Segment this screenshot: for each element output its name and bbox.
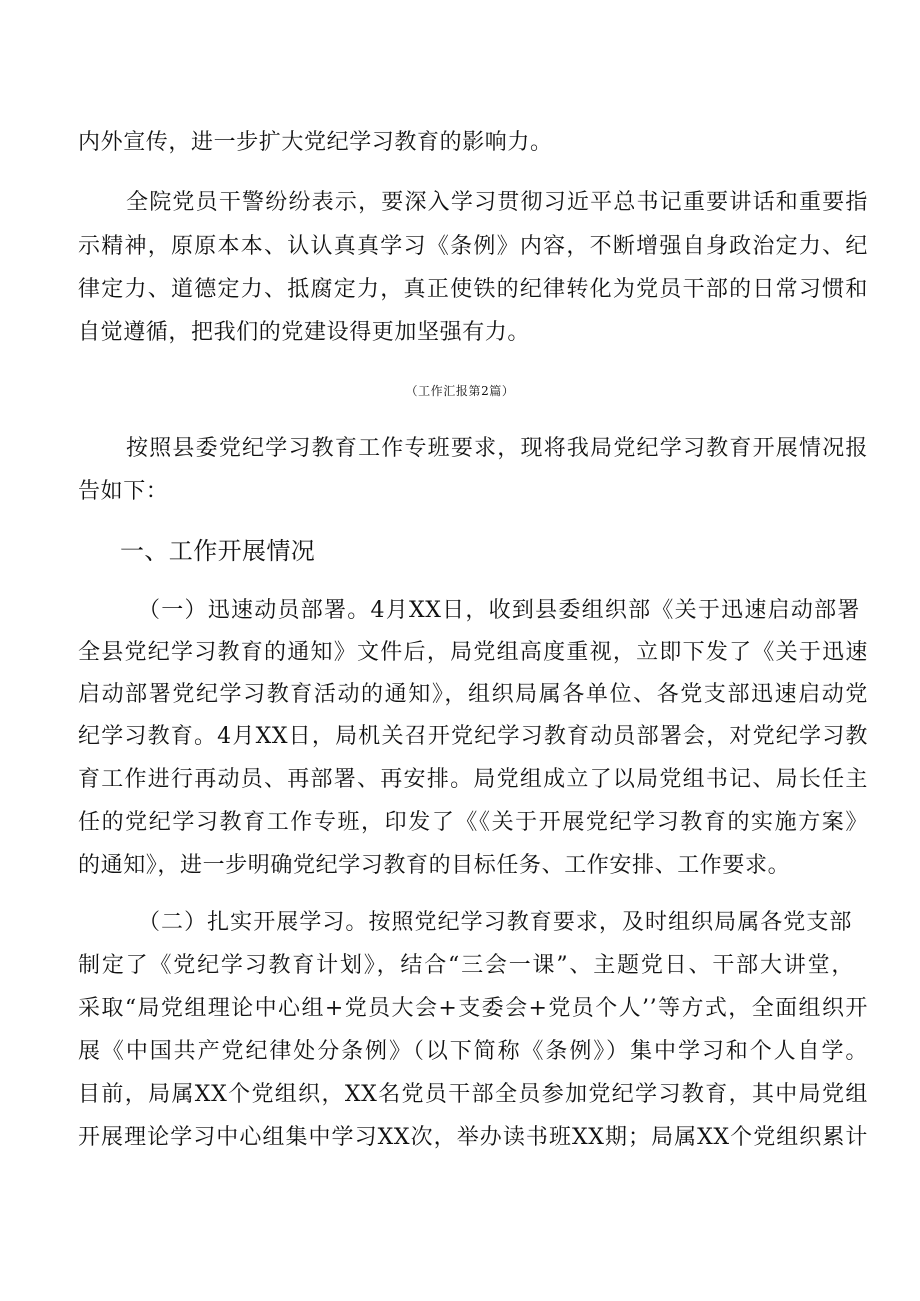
paragraph-line: 全院党员干警纷纷表示，要深入学习贯彻习近平总书记重要讲话和重要指 xyxy=(126,190,868,215)
paragraph-line: 内外宣传，进一步扩大党纪学习教育的影响力。 xyxy=(78,130,553,155)
paragraph-line: 自觉遵循，把我们的党建设得更加坚强有力。 xyxy=(78,320,531,345)
paragraph-line: 目前，局属XX个党组织，XX名党员干部全员参加党纪学习教育，其中局党组 xyxy=(78,1082,868,1107)
paragraph-line: 启动部署党纪学习教育活动的通知》，组织局属各单位、各党支部迅速启动党 xyxy=(78,682,868,707)
paragraph-line: 制定了《党纪学习教育计划》，结合“三会一课”、主题党日、干部大讲堂， xyxy=(78,953,854,978)
paragraph-line: （一）迅速动员部署。4月XX日，收到县委组织部《关于迅速启动部署 xyxy=(138,598,860,623)
paragraph-line: 的通知》，进一步明确党纪学习教育的目标任务、工作安排、工作要求。 xyxy=(78,853,791,878)
paragraph-line: 开展理论学习中心组集中学习XX次，举办读书班XX期；局属XX个党组织累计 xyxy=(78,1125,868,1150)
paragraph-line: 任的党纪学习教育工作专班，印发了《《关于开展党纪学习教育的实施方案》 xyxy=(78,810,868,835)
section-heading: 一、工作开展情况 xyxy=(120,537,316,565)
paragraph-line: 纪学习教育。4月XX日，局机关召开党纪学习教育动员部署会，对党纪学习教 xyxy=(78,724,868,749)
paragraph-line: 律定力、道德定力、抵腐定力，真正使铁的纪律转化为党员干部的日常习惯和 xyxy=(78,277,868,302)
paragraph-line: 按照县委党纪学习教育工作专班要求，现将我局党纪学习教育开展情况报 xyxy=(126,436,868,461)
paragraph-line: 采取“局党组理论中心组+党员大会+支委会+党员个人’’等方式，全面组织开 xyxy=(78,996,868,1021)
paragraph-line: 全县党纪学习教育的通知》文件后，局党组高度重视，立即下发了《关于迅速 xyxy=(78,640,868,665)
paragraph-line: 育工作进行再动员、再部署、再安排。局党组成立了以局党组书记、局长任主 xyxy=(78,767,868,792)
paragraph-line: 展《中国共产党纪律处分条例》（以下简称《条例》）集中学习和个人自学。 xyxy=(78,1039,868,1064)
paragraph-line: 示精神，原原本本、认认真真学习《条例》内容，不断增强自身政治定力、纪 xyxy=(78,234,868,259)
section-subtitle: （工作汇报第2篇） xyxy=(405,384,515,398)
paragraph-line: （二）扎实开展学习。按照党纪学习教育要求，及时组织局属各党支部 xyxy=(138,910,852,935)
paragraph-line: 告如下： xyxy=(78,479,169,504)
